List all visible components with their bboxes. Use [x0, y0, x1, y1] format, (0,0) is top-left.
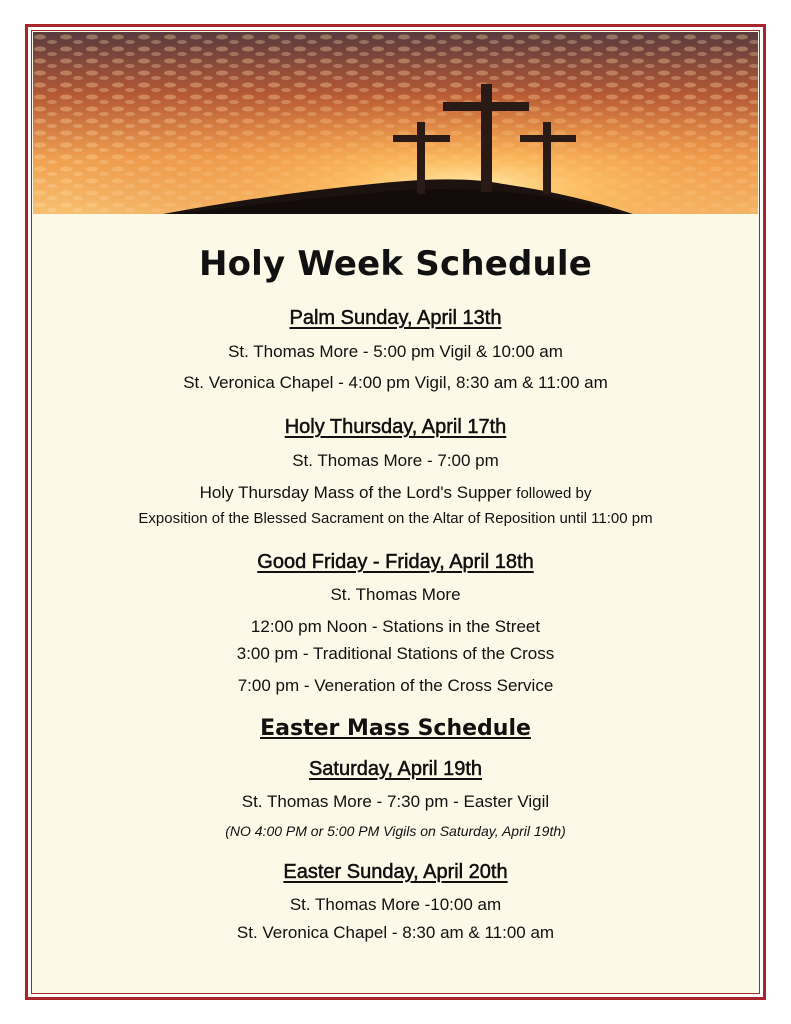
good-friday-line-3: 3:00 pm - Traditional Stations of the Cross: [236, 644, 555, 663]
hero-three-crosses-sunset-image: [33, 32, 758, 214]
palm-sunday-line-2: St. Veronica Chapel - 4:00 pm Vigil, 8:30 am & 11:00 am: [183, 373, 608, 392]
holy-thursday-followed-by: followed by: [516, 485, 592, 502]
good-friday-line-1: St. Thomas More: [330, 585, 461, 604]
holy-thursday-line-3: Exposition of the Blessed Sacrament on the Altar of Reposition until 11:00 pm: [138, 510, 653, 527]
good-friday-line-4: 7:00 pm - Veneration of the Cross Service: [237, 676, 554, 695]
easter-schedule-title: Easter Mass Schedule: [260, 716, 531, 741]
good-friday-heading: Good Friday - Friday, April 18th: [257, 551, 534, 573]
page-title: Holy Week Schedule: [198, 244, 593, 284]
easter-sunday-line-2: St. Veronica Chapel - 8:30 am & 11:00 am: [236, 923, 555, 942]
holy-thursday-mass-text: Holy Thursday Mass of the Lord's Supper: [199, 483, 512, 502]
good-friday-line-2: 12:00 pm Noon - Stations in the Street: [250, 617, 541, 636]
easter-sunday-line-1: St. Thomas More -10:00 am: [289, 895, 502, 914]
holy-thursday-line-2: [33, 483, 758, 503]
holy-thursday-heading: Holy Thursday, April 17th: [284, 416, 507, 438]
palm-sunday-heading: Palm Sunday, April 13th: [289, 307, 502, 329]
holy-thursday-line-1: St. Thomas More - 7:00 pm: [292, 451, 499, 470]
saturday-note: (NO 4:00 PM or 5:00 PM Vigils on Saturday, April 19th): [225, 823, 566, 839]
saturday-line-1: St. Thomas More - 7:30 pm - Easter Vigil: [241, 792, 550, 811]
saturday-heading: Saturday, April 19th: [308, 758, 483, 780]
easter-sunday-heading: Easter Sunday, April 20th: [283, 861, 508, 883]
palm-sunday-line-1: St. Thomas More - 5:00 pm Vigil & 10:00 am: [228, 342, 563, 361]
